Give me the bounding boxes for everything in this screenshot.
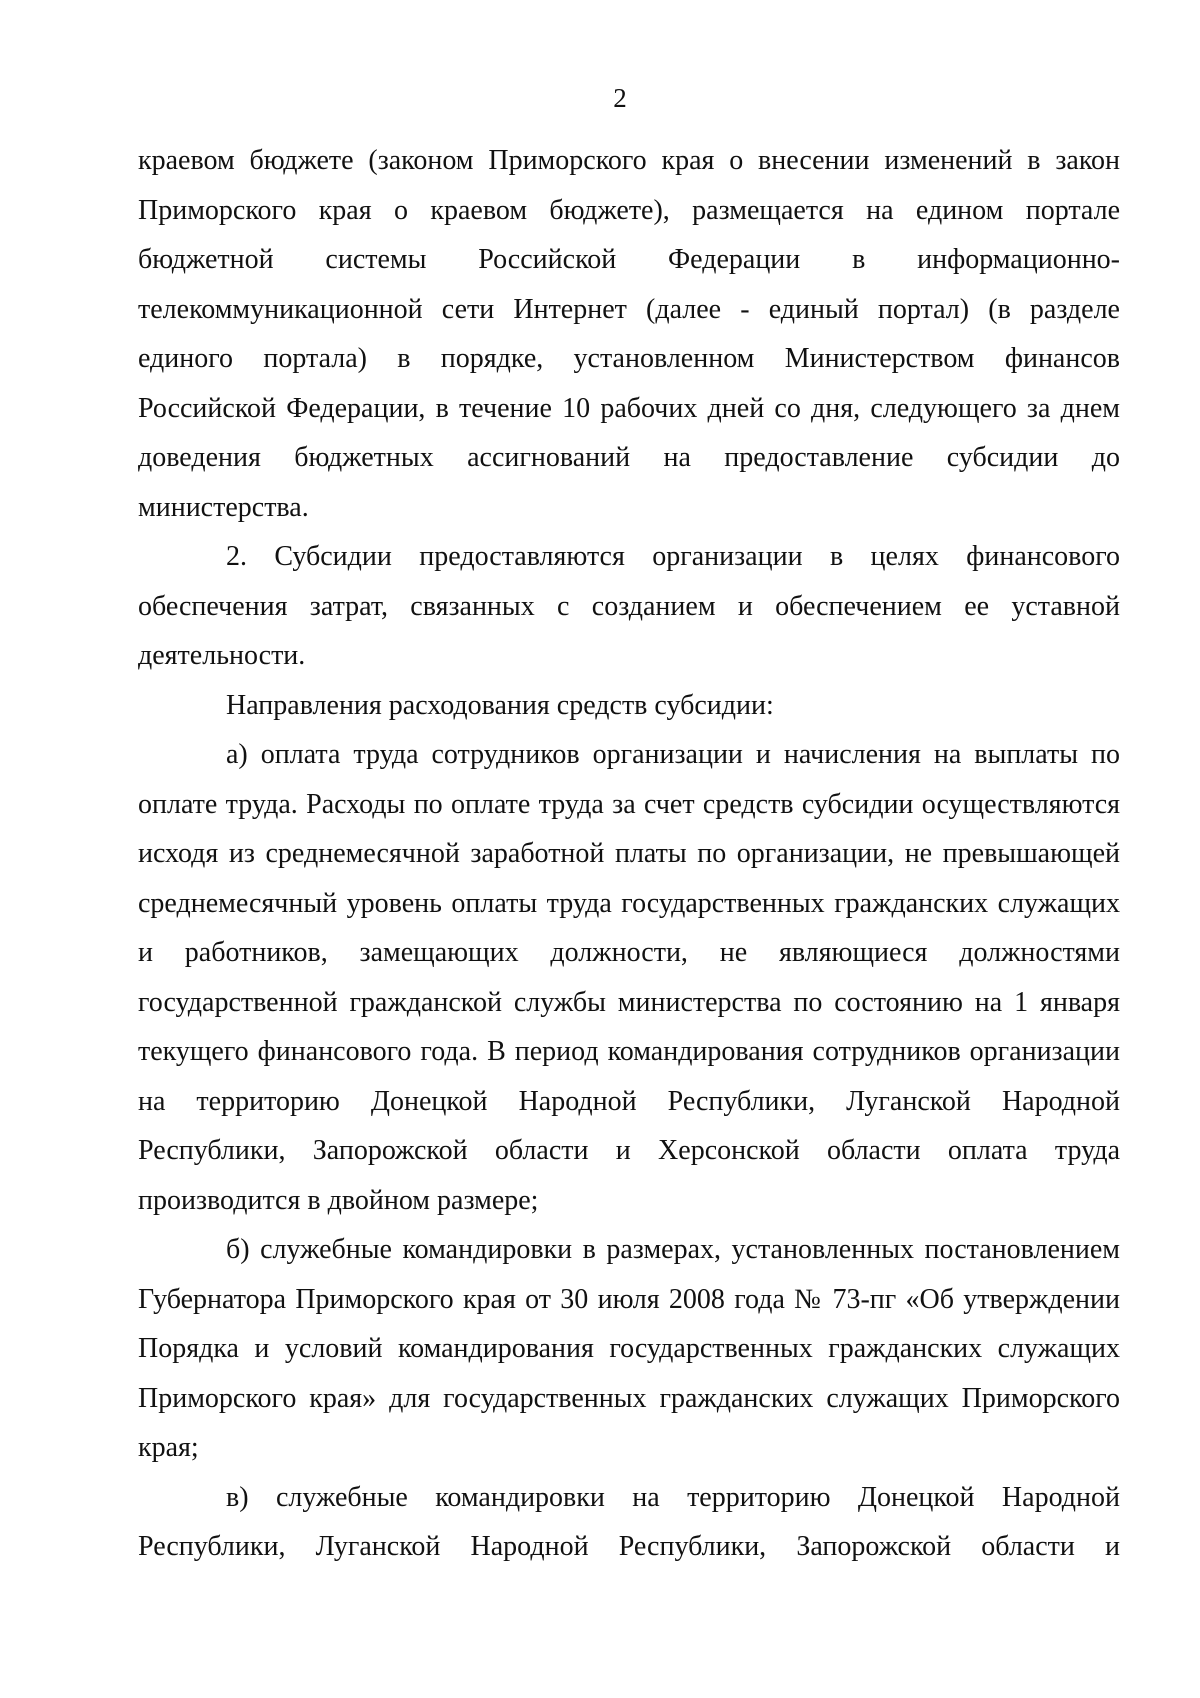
page-number: 2 bbox=[613, 83, 627, 113]
paragraph-item-b: б) служебные командировки в размерах, установленных постановлением Губернатора Приморского края от 30 июля 2008 года № 73-пг «Об утверждении Порядка и условий командирования государственных гражданских служащих Приморского края» для государственных гражданских служащих Приморского края; bbox=[138, 1234, 1120, 1463]
paragraph-item-v: в) служебные командировки на территорию Донецкой Народной Республики, Луганской Народной Республики, Запорожской области и bbox=[138, 1481, 1120, 1562]
paragraph-subsidy-purpose: 2. Субсидии предоставляются организации в целях финансового обеспечения затрат, связанных с созданием и обеспечением ее уставной деятельности. bbox=[138, 541, 1120, 671]
paragraph-item-a: а) оплата труда сотрудников организации и начисления на выплаты по оплате труда. Расходы по оплате труда за счет средств субсидии осуществляются исходя из среднемесячной заработной платы по организации, не превышающей среднемесячный уровень оплаты труда государственных гражданских служащих и работников, замещающих должности, не являющиеся должностями государственной гражданской службы министерства по состоянию на 1 января текущего финансового года. В период командирования сотрудников организации на территорию Донецкой Народной Республики, Луганской Народной Республики, Запорожской области и Херсонской области оплата труда производится в двойном размере; bbox=[138, 739, 1120, 1216]
paragraph-spending-directions: Направления расходования средств субсидии: bbox=[226, 689, 774, 721]
document-body bbox=[138, 136, 1120, 1572]
paragraph-budget-portal: краевом бюджете (законом Приморского края о внесении изменений в закон Приморского края о краевом бюджете), размещается на едином портале бюджетной системы Российской Федерации в информационно-телекоммуникационной сети Интернет (далее - единый портал) (в разделе единого портала) в порядке, установленном Министерством финансов Российской Федерации, в течение 10 рабочих дней со дня, следующего за днем доведения бюджетных ассигнований на предоставление субсидии до министерства. bbox=[138, 145, 1120, 523]
